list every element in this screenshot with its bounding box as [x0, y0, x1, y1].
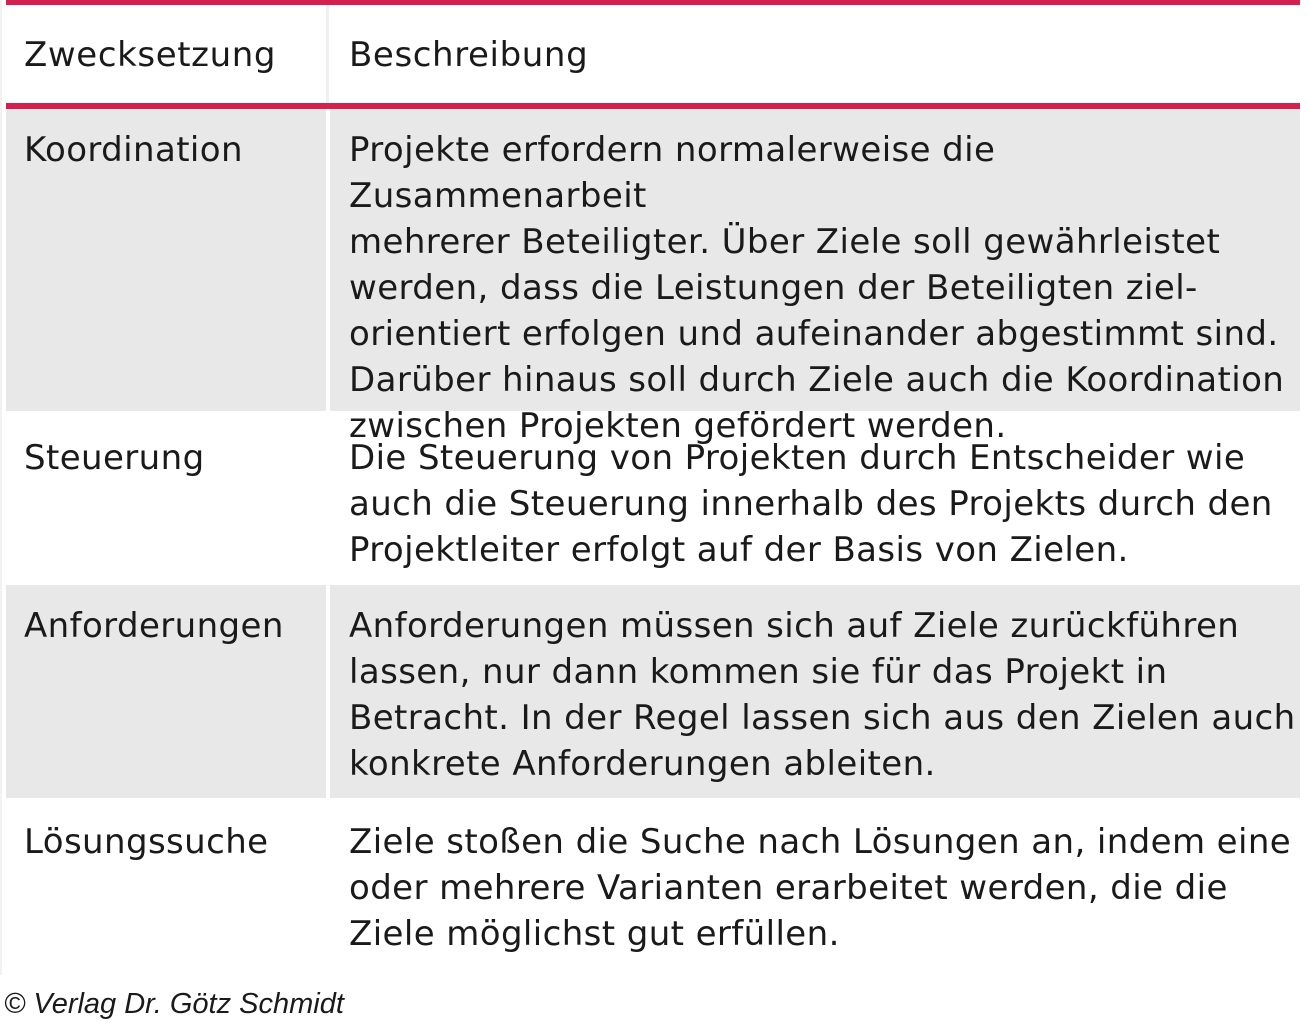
- header-column-divider: [326, 5, 329, 103]
- copyright-notice: © Verlag Dr. Götz Schmidt: [4, 988, 344, 1020]
- table-row: [6, 585, 1300, 798]
- header-label-purpose: Zwecksetzung: [24, 35, 277, 75]
- row-description-text: Projekte erfordern normalerweise die Zusammenarbeit mehrerer Beteiligter. Über Ziele soll gewährleistet werden, dass die Leistungen der Beteiligten ziel- orientiert erfolgen und aufeinander abgestimmt sind. Darüber hinaus soll durch Ziele auch die Koordination zwischen Projekten gefördert werden.: [349, 130, 1285, 446]
- page-left-edge: [0, 0, 2, 975]
- table-header-row: [6, 5, 1300, 103]
- row-description-cell: [330, 109, 1300, 446]
- row-purpose-cell: [6, 109, 326, 411]
- row-description-cell: [330, 417, 1300, 582]
- row-purpose-cell: [6, 801, 326, 971]
- row-description-text: Die Steuerung von Projekten durch Entscheider wie auch die Steuerung innerhalb des Projekts durch den Projektleiter erfolgt auf der Basis von Zielen.: [349, 438, 1273, 570]
- row-purpose-label: Koordination: [24, 130, 243, 170]
- table-row: [6, 801, 1300, 971]
- row-purpose-label: Anforderungen: [24, 606, 284, 646]
- row-purpose-label: Steuerung: [24, 438, 205, 478]
- header-label-description: Beschreibung: [349, 35, 589, 75]
- header-cell-description: [330, 5, 1300, 103]
- row-purpose-label: Lösungssuche: [24, 822, 269, 862]
- row-description-text: Anforderungen müssen sich auf Ziele zurückführen lassen, nur dann kommen sie für das Projekt in Betracht. In der Regel lassen sich aus den Zielen auch konkrete Anforderungen ableiten.: [349, 606, 1296, 784]
- table-row: [6, 109, 1300, 446]
- row-purpose-cell: [6, 417, 326, 582]
- row-description-cell: [330, 585, 1300, 798]
- header-cell-purpose: [6, 5, 326, 103]
- row-purpose-cell: [6, 585, 326, 798]
- row-description-cell: [330, 801, 1300, 971]
- row-description-text: Ziele stoßen die Suche nach Lösungen an, indem eine oder mehrere Varianten erarbeitet werden, die die Ziele möglichst gut erfüllen.: [349, 822, 1292, 954]
- table-row: [6, 417, 1300, 582]
